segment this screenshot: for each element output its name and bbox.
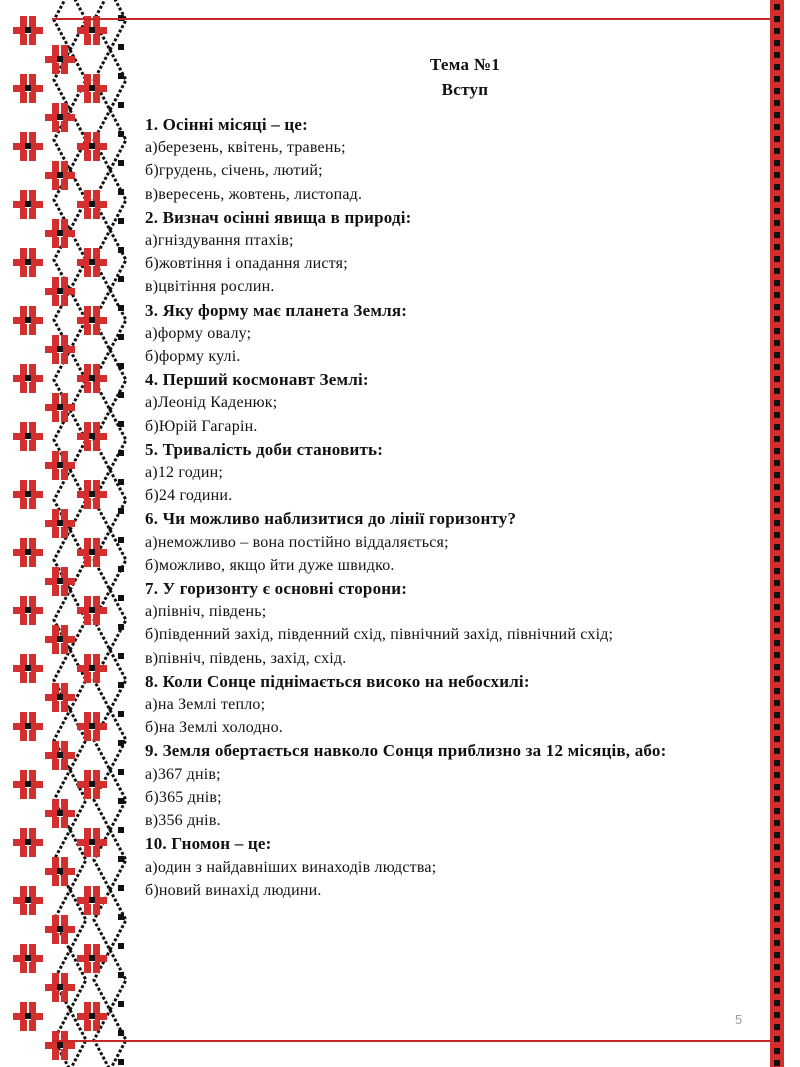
question-block: [145, 368, 755, 438]
answer-option: а)12 годин;: [145, 464, 224, 482]
question-text: 6. Чи можливо наблизитися до лінії горизонту?: [145, 509, 517, 529]
answer-option: в)цвітіння рослин.: [145, 278, 275, 296]
answer-option: б)на Землі холодно.: [145, 719, 284, 737]
answer-option: б)жовтіння і опадання листя;: [145, 255, 348, 273]
answer-option: а)367 днів;: [145, 765, 221, 783]
question-block: [145, 507, 755, 577]
answer-option: б)можливо, якщо йти дуже швидко.: [145, 556, 395, 574]
answer-option: а)один з найдавніших винаходів людства;: [145, 858, 437, 876]
answer-option: б)форму кулі.: [145, 348, 241, 366]
question-text: 7. У горизонту є основні сторони:: [145, 579, 408, 599]
question-block: [145, 832, 755, 902]
answer-option: а)неможливо – вона постійно віддаляється;: [145, 533, 449, 551]
answer-option: а)березень, квітень, травень;: [145, 139, 346, 157]
question-text: 10. Гномон – це:: [145, 834, 272, 854]
question-text: 9. Земля обертається навколо Сонця приблизно за 12 місяців, або:: [145, 741, 667, 761]
question-text: 2. Визнач осінні явища в природі:: [145, 207, 412, 227]
answer-option: б)24 години.: [145, 487, 233, 505]
answer-option: а)на Землі тепло;: [145, 696, 266, 714]
answer-option: б)новий винахід людини.: [145, 881, 322, 899]
question-text: 5. Тривалість доби становить:: [145, 439, 384, 459]
question-text: 3. Яку форму має планета Земля:: [145, 300, 408, 320]
answer-option: б)365 днів;: [145, 788, 222, 806]
question-block: [145, 739, 755, 832]
embroidery-ornament-left: [0, 0, 130, 1067]
question-block: [145, 438, 755, 508]
answer-option: б)грудень, січень, лютий;: [145, 162, 323, 180]
page-number: 5: [735, 1012, 743, 1027]
answer-option: а)Леонід Каденюк;: [145, 394, 278, 412]
answer-option: а)гніздування птахів;: [145, 232, 294, 250]
question-text: 1. Осінні місяці – це:: [145, 115, 309, 134]
question-block: [145, 299, 755, 369]
topic-subtitle: Вступ: [441, 80, 489, 99]
answer-option: в)вересень, жовтень, листопад.: [145, 185, 363, 203]
answer-option: а)форму овалу;: [145, 324, 252, 342]
answer-option: б)Юрій Гагарін.: [145, 417, 258, 435]
answer-option: б)південний захід, південний схід, північний захід, північний схід;: [145, 626, 614, 644]
question-block: [145, 670, 755, 740]
frame-line-top: [52, 18, 774, 20]
question-block: [145, 113, 755, 206]
question-block: [145, 206, 755, 299]
answer-option: а)північ, південь;: [145, 603, 267, 621]
question-text: 8. Коли Сонце піднімається високо на небосхилі:: [145, 671, 530, 691]
embroidery-border-right: [770, 0, 784, 1067]
question-list: [145, 113, 755, 902]
frame-line-bottom: [52, 1040, 774, 1042]
topic-title: Тема №1: [429, 55, 501, 74]
answer-option: в)північ, південь, захід, схід.: [145, 649, 347, 667]
question-text: 4. Перший космонавт Землі:: [145, 370, 369, 390]
answer-option: в)356 днів.: [145, 812, 221, 830]
question-block: [145, 577, 755, 670]
